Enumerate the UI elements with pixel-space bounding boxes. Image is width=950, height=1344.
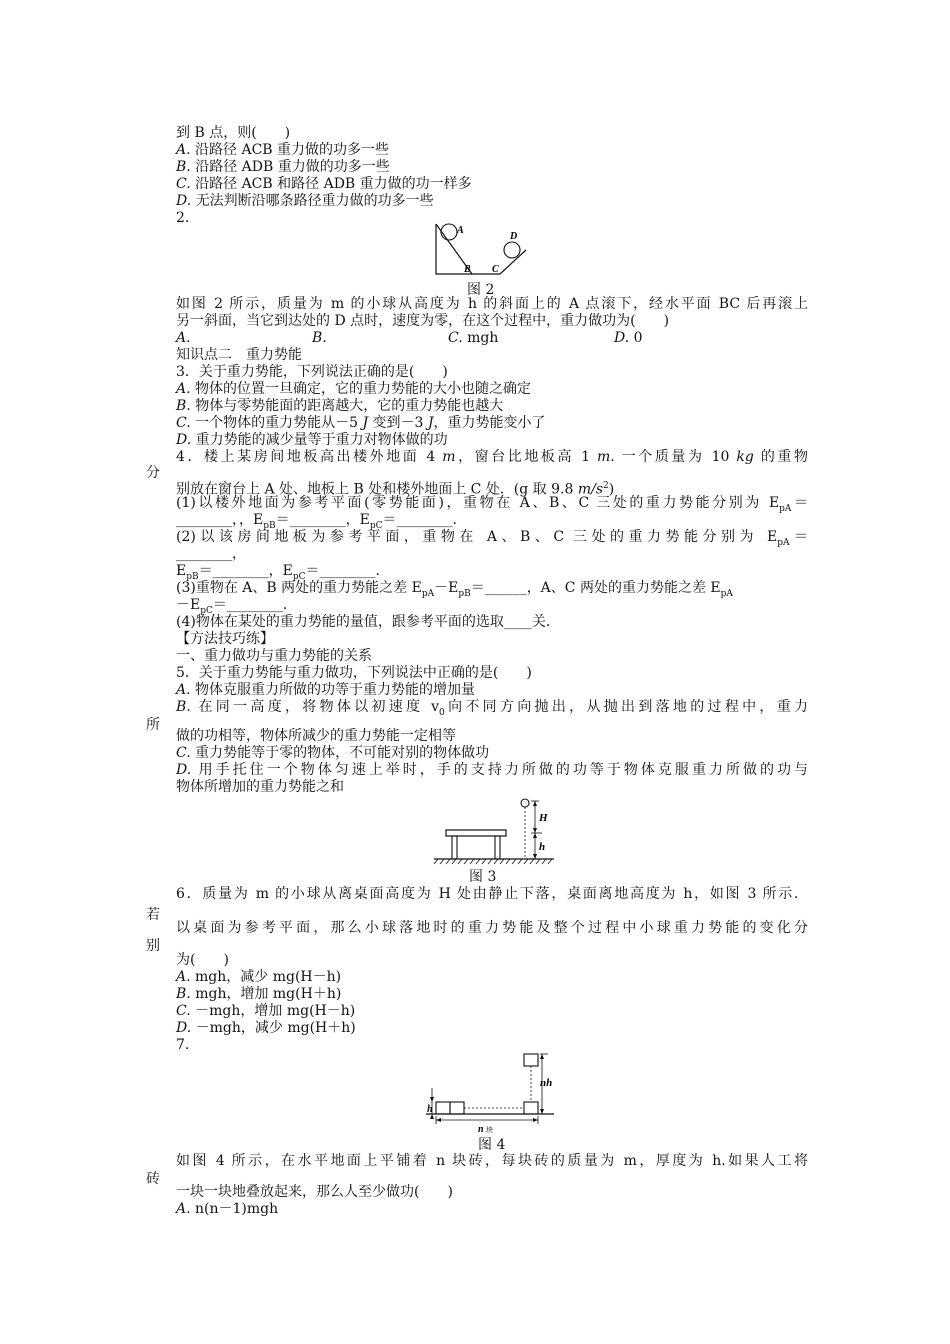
- q3-option-d: D. 重力势能的减少量等于重力对物体做的功: [176, 432, 448, 448]
- q4-part1-line1: (1)以楼外地面为参考平面(零势能面)，重物在 A、B、C 三处的重力势能分别为 $E_{pA}=$: [176, 495, 809, 514]
- q6-line1: 6．质量为 m 的小球从离桌面高度为 H 处由静止下落，桌面离地高度为 h，如图 3 所示．: [176, 886, 808, 902]
- q3-stem: 3．关于重力势能，下列说法正确的是( ): [176, 364, 448, 380]
- q4-part2-line1: (2)以该房间地板为参考平面，重物在 A、B、C 三处的重力势能分别为 $E_{pA}=$: [176, 529, 809, 548]
- q2-option-a: A.: [176, 330, 191, 346]
- side-char-suo: 所: [146, 717, 160, 733]
- q5-option-b-line1: B. 在同一高度，将物体以初速度 $v_0$向不同方向抛出，从抛出到落地的过程中，重力: [176, 699, 809, 718]
- fig4-label-h: h: [427, 1104, 433, 1115]
- q7-line2: 一块一块地叠放起来，那么人至少做功( ): [176, 1184, 453, 1200]
- q6-line3: 为( ): [176, 952, 229, 968]
- fig4-caption: 图 4: [478, 1137, 506, 1153]
- q2-text-line1: 如图 2 所示，质量为 m 的小球从高度为 h 的斜面上的 A 点滚下，经水平面 BC 后再滚上: [176, 296, 808, 312]
- fig2-label-b: B: [464, 264, 471, 275]
- q4-part3-line2: $-E_{pC}=\_\_\_\_\_\_\_\_$.: [176, 597, 288, 616]
- fig3-label-h: h: [539, 841, 546, 853]
- section-title-knowledge-2: 知识点二 重力势能: [176, 347, 302, 363]
- q3-option-c: C. 一个物体的重力势能从－5 J 变到－3 J，重力势能变小了: [176, 415, 546, 431]
- q4-part4: (4)物体在某处的重力势能的量值，跟参考平面的选取____关．: [176, 614, 560, 630]
- q3-option-a: A. 物体的位置一旦确定，它的重力势能的大小也随之确定: [176, 381, 532, 397]
- figure-4-diagram: [420, 1052, 560, 1134]
- q2-option-b: B.: [312, 330, 327, 346]
- fig4-label-n: n: [478, 1124, 484, 1134]
- q1-option-c: C. 沿路径 ACB 和路径 ADB 重力做的功一样多: [176, 176, 472, 192]
- figure-3-diagram: [432, 797, 557, 867]
- side-char-bie: 别: [146, 938, 160, 954]
- fig3-label-H: H: [539, 812, 548, 824]
- q6-line2: 以桌面为参考平面，那么小球落地时的重力势能及整个过程中小球重力势能的变化分: [176, 920, 808, 936]
- method-title: 【方法技巧练】: [176, 631, 274, 647]
- q2-number: 2.: [176, 210, 190, 226]
- q1-option-d: D. 无法判断沿哪条路径重力做的功多一些: [176, 193, 434, 209]
- q1-tail: 到 B 点，则( ): [176, 125, 291, 141]
- q7-number: 7.: [176, 1037, 190, 1053]
- q5-option-a: A. 物体克服重力所做的功等于重力势能的增加量: [176, 682, 476, 698]
- fig2-label-a: A: [457, 225, 464, 236]
- q1-option-a: A. 沿路径 ACB 重力做的功多一些: [176, 142, 390, 158]
- q4-part1-line2: ________，，$E_{pB}=\_\_\_\_\_\_\_\_$，$E_{pC}=\_\_\_\_\_\_\_\_$.: [176, 512, 457, 531]
- q6-option-c: C. －mgh，增加 mg(H－h): [176, 1003, 356, 1019]
- fig3-caption: 图 3: [469, 869, 497, 885]
- q4-line2: 别放在窗台上 A 处、地板上 B 处和楼外地面上 C 处．(g 取 9.8 $m/s^2$): [176, 481, 615, 498]
- q6-option-d: D. －mgh，减少 mg(H＋h): [176, 1020, 356, 1036]
- q3-option-b: B. 物体与零势能面的距离越大，它的重力势能也越大: [176, 398, 504, 414]
- q1-option-b: B. 沿路径 ADB 重力做的功多一些: [176, 159, 390, 175]
- q5-option-b-line2: 做的功相等，物体所减少的重力势能一定相等: [176, 728, 456, 744]
- fig4-label-kuai: 块: [486, 1126, 493, 1134]
- q4-part2-line2: ________，: [176, 546, 246, 562]
- fig2-label-d: D: [510, 231, 518, 242]
- q5-option-c: C. 重力势能等于零的物体，不可能对别的物体做功: [176, 745, 490, 761]
- q2-option-d: D. 0: [614, 330, 643, 346]
- q6-option-b: B. mgh，增加 mg(H＋h): [176, 986, 342, 1002]
- q2-text-line2: 另一斜面，当它到达处的 D 点时，速度为零，在这个过程中，重力做功为( ): [176, 313, 670, 329]
- side-char-ruo: 若: [146, 907, 160, 923]
- q4-line1: 4．楼上某房间地板高出楼外地面 4 m，窗台比地板高 1 m. 一个质量为 10 kg 的重物: [176, 449, 808, 465]
- side-char-zhuan: 砖: [146, 1171, 160, 1187]
- method-subtitle: 一、重力做功与重力势能的关系: [176, 648, 372, 664]
- side-char-fen: 分: [146, 465, 160, 481]
- q7-option-a: A. n(n－1)mgh: [176, 1201, 279, 1217]
- q5-stem: 5．关于重力势能与重力做功，下列说法中正确的是( ): [176, 665, 532, 681]
- q7-line1: 如图 4 所示，在水平地面上平铺着 n 块砖，每块砖的质量为 m，厚度为 h.如果人工将: [176, 1153, 808, 1169]
- q2-option-c: C. mgh: [448, 330, 499, 346]
- fig2-caption: 图 2: [467, 282, 495, 298]
- fig4-label-nh: nh: [540, 1077, 553, 1089]
- q5-option-d-line1: D. 用手托住一个物体匀速上举时，手的支持力所做的功等于物体克服重力所做的功与: [176, 762, 809, 778]
- q6-option-a: A. mgh，减少 mg(H－h): [176, 969, 342, 985]
- q4-part3-line1: (3)重物在 A、B 两处的重力势能之差 $E_{pA}-E_{pB}=\_\_\_\_\_\_$，A、C 两处的重力势能之差 $E_{pA}$: [176, 580, 733, 599]
- fig2-label-c: C: [492, 264, 499, 275]
- q4-part2-line3: $E_{pB}=\_\_\_\_\_\_\_\_$，$E_{pC}=\_\_\_\_\_\_\_\_$.: [176, 563, 380, 582]
- figure-2-diagram: [428, 222, 528, 280]
- q5-option-d-line2: 物体所增加的重力势能之和: [176, 779, 344, 795]
